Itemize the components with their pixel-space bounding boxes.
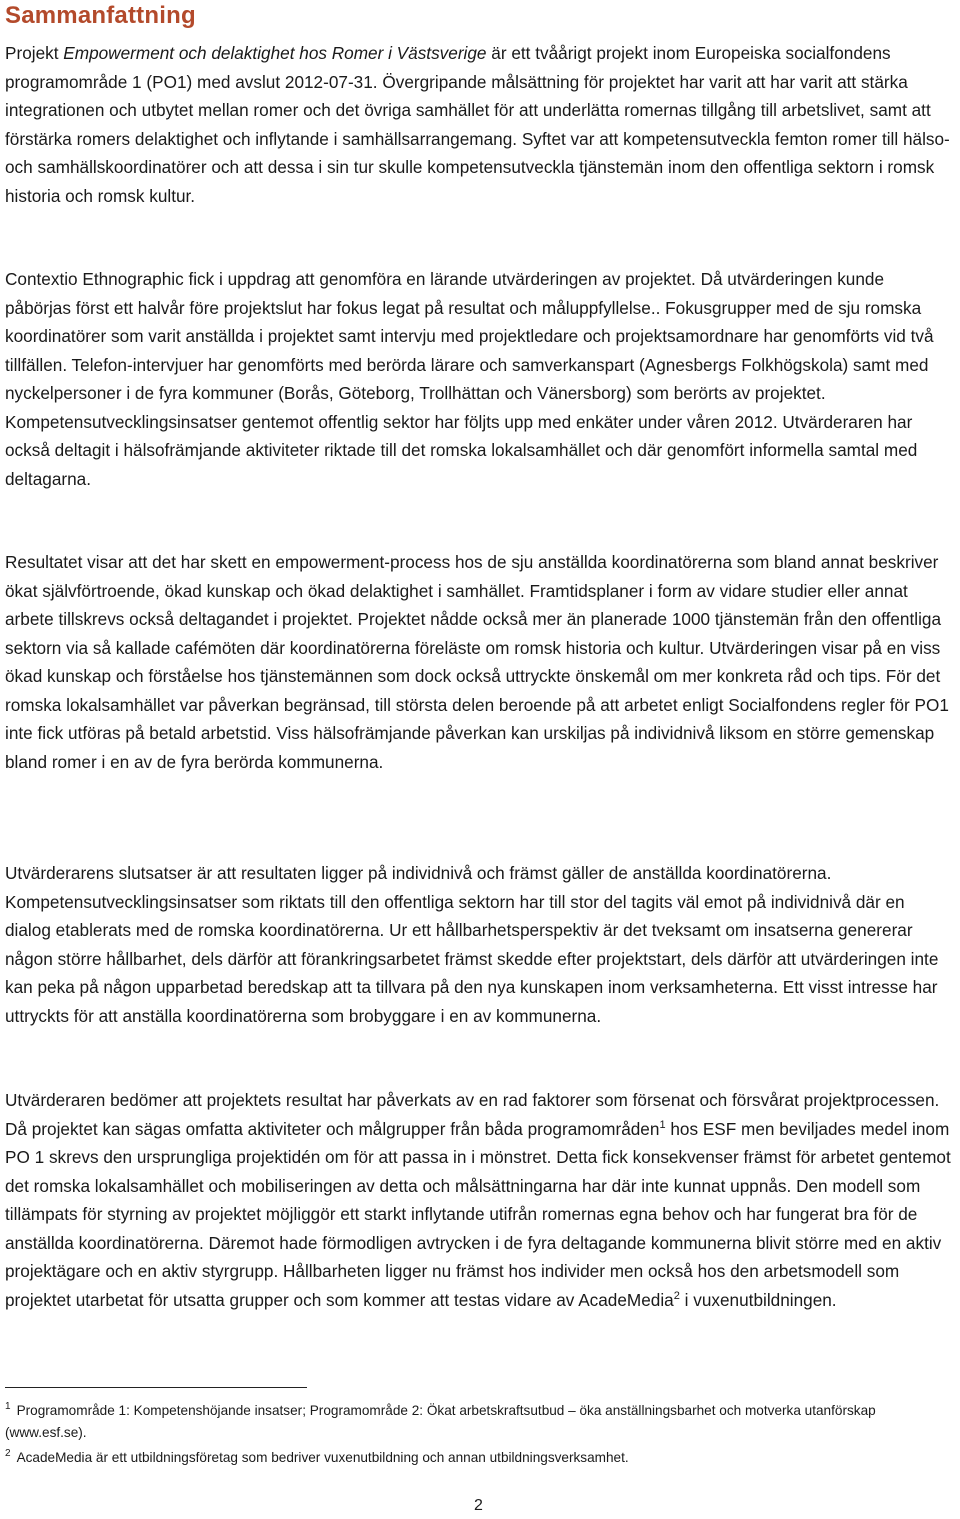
p5-text-part-1: Utvärderaren bedömer att projektets resultat har påverkats av en rad faktorer som försenat och försvårat projektprocessen. Då projektet kan sägas omfatta aktiviteter och målgrupper från båda programområden bbox=[5, 1090, 940, 1139]
footnote-1-text: Programområde 1: Kompetenshöjande insatser; Programområde 2: Ökat arbetskraftsutbud – öka anställningsbarhet och motverka utanförskap (www.esf.se). bbox=[5, 1403, 876, 1440]
footnote-ref-1[interactable]: 1 bbox=[659, 1118, 666, 1131]
section-heading: Sammanfattning bbox=[5, 2, 196, 29]
page-number: 2 bbox=[474, 1497, 483, 1514]
footnote-2-text: AcadeMedia är ett utbildningsföretag som bedriver vuxenutbildning och annan utbildningsverksamhet. bbox=[16, 1450, 629, 1465]
summary-paragraph-2: Contextio Ethnographic fick i uppdrag att genomföra en lärande utvärderingen av projektet. Då utvärderingen kunde påbörjas först ett halvår före projektslut har fokus legat på resultat och måluppfyllelse.. Fokusgrupper med de sju romska koordinatörer som varit anställda i projektet samt intervju med projektledare och projektsamordnare har genomförts vid två tillfällen. Telefon-intervjuer har genomförts med berörda lärare och samverkanspart (Agnesbergs Folkhögskola) samt med nyckelpersoner i de fyra kommuner (Borås, Göteborg, Trollhättan och Vänersborg) som berörts av projektet. Kompetensutvecklingsinsatser gentemot offentlig sektor har följts upp med enkäter under våren 2012. Utvärderaren har också deltagit i hälsofrämjande aktiviteter riktade till det romska lokalsamhället och där genomfört informella samtal med deltagarna. bbox=[5, 269, 934, 489]
summary-paragraph-4: Utvärderarens slutsatser är att resultaten ligger på individnivå och främst gäller de anställda koordinatörerna. Kompetensutvecklingsinsatser som riktats till den offentliga sektorn har till stor del tagits väl emot på individnivå där en dialog etablerats med de romska koordinatörerna. Ur ett hållbarhetsperspektiv är det tveksamt om insatserna genererar någon större hållbarhet, dels därför att förankringsarbetet främst skedde efter projektstart, dels därför att utvärderingen inte kan peka på någon upparbetad beredskap att ta tillvara på den nya kunskapen inom verksamheterna. Ett visst intresse har uttryckts för att anställa koordinatörerna som brobyggare i en av kommunerna. bbox=[5, 863, 939, 1026]
footnote-1-mark: 1 bbox=[5, 1401, 11, 1412]
footnote-ref-2[interactable]: 2 bbox=[673, 1289, 680, 1302]
footnote-divider bbox=[5, 1387, 307, 1388]
summary-paragraph-1 bbox=[5, 39, 952, 210]
p1-text-start: Projekt bbox=[5, 43, 64, 63]
footnote-2-mark: 2 bbox=[5, 1448, 11, 1459]
project-title-italic: Empowerment och delaktighet hos Romer i Västsverige bbox=[63, 43, 487, 63]
summary-paragraph-3: Resultatet visar att det har skett en empowerment-process hos de sju anställda koordinatörerna som bland annat beskriver ökat självförtroende, ökad kunskap och ökad delaktighet i samhället. Framtidsplaner i form av vidare studier eller annat arbete tillskrevs också deltagandet i projektet. Projektet nådde också mer än planerade 1000 tjänstemän från den offentliga sektorn via så kallade cafémöten där koordinatörerna föreläste om romsk historia och kultur. Utvärderingen visar på en viss ökad kunskap och förståelse hos tjänstemännen som dock också uttryckte önskemål om mer konkreta råd och tips. För det romska lokalsamhället var påverkan begränsad, till största delen beroende på att arbetet enligt Socialfondens regler för PO1 inte fick utföras på betald arbetstid. Viss hälsofrämjande påverkan kan urskiljas på individnivå liksom en större gemenskap bland romer i en av de fyra berörda kommunerna. bbox=[5, 552, 949, 772]
summary-paragraph-5 bbox=[5, 1086, 952, 1314]
p5-text-part-3: i vuxenutbildningen. bbox=[679, 1289, 837, 1310]
p1-text-rest: är ett tvåårigt projekt inom Europeiska socialfondens programområde 1 (PO1) med avslut 2012-07-31. Övergripande målsättning för projektet har varit att har varit att stärka integrationen och utbytet mellan romer och det övriga samhället för att underlätta romernas tillgång till arbetslivet, samt att förstärka romers delaktighet och inflytande i samhällsarrangemang. Syftet var att kompetensutveckla femton romer till hälso- och samhällskoordinatörer och att dessa i sin tur skulle kompetensutveckla tjänstemän inom den offentliga sektorn i romsk historia och romsk kultur. bbox=[5, 43, 950, 206]
p5-text-part-2: hos ESF men beviljades medel inom PO 1 skrevs den ursprungliga projektidén om för att passa in i mönstret. Detta fick konsekvenser främst för arbetet gentemot det romska lokalsamhället och mobiliseringen av detta och målsättningarna har där inte kunnat uppnås. Den modell som tillämpats för styrning av projektet möjliggör ett starkt inflytande utifrån romernas egna behov och har fungerat bra för de anställda koordinatörerna. Däremot hade förmodligen avtrycken i de fyra deltagande kommunerna blivit större med en aktiv projektägare och en aktiv styrgrupp. Hållbarheten ligger nu främst hos individer men också hos den arbetsmodell som projektet utarbetat för utsatta grupper och som kommer att testas vidare av AcadeMedia bbox=[5, 1118, 951, 1310]
document-page bbox=[5, 0, 952, 1519]
footnote-1 bbox=[5, 1400, 952, 1444]
footnote-2 bbox=[5, 1447, 952, 1469]
